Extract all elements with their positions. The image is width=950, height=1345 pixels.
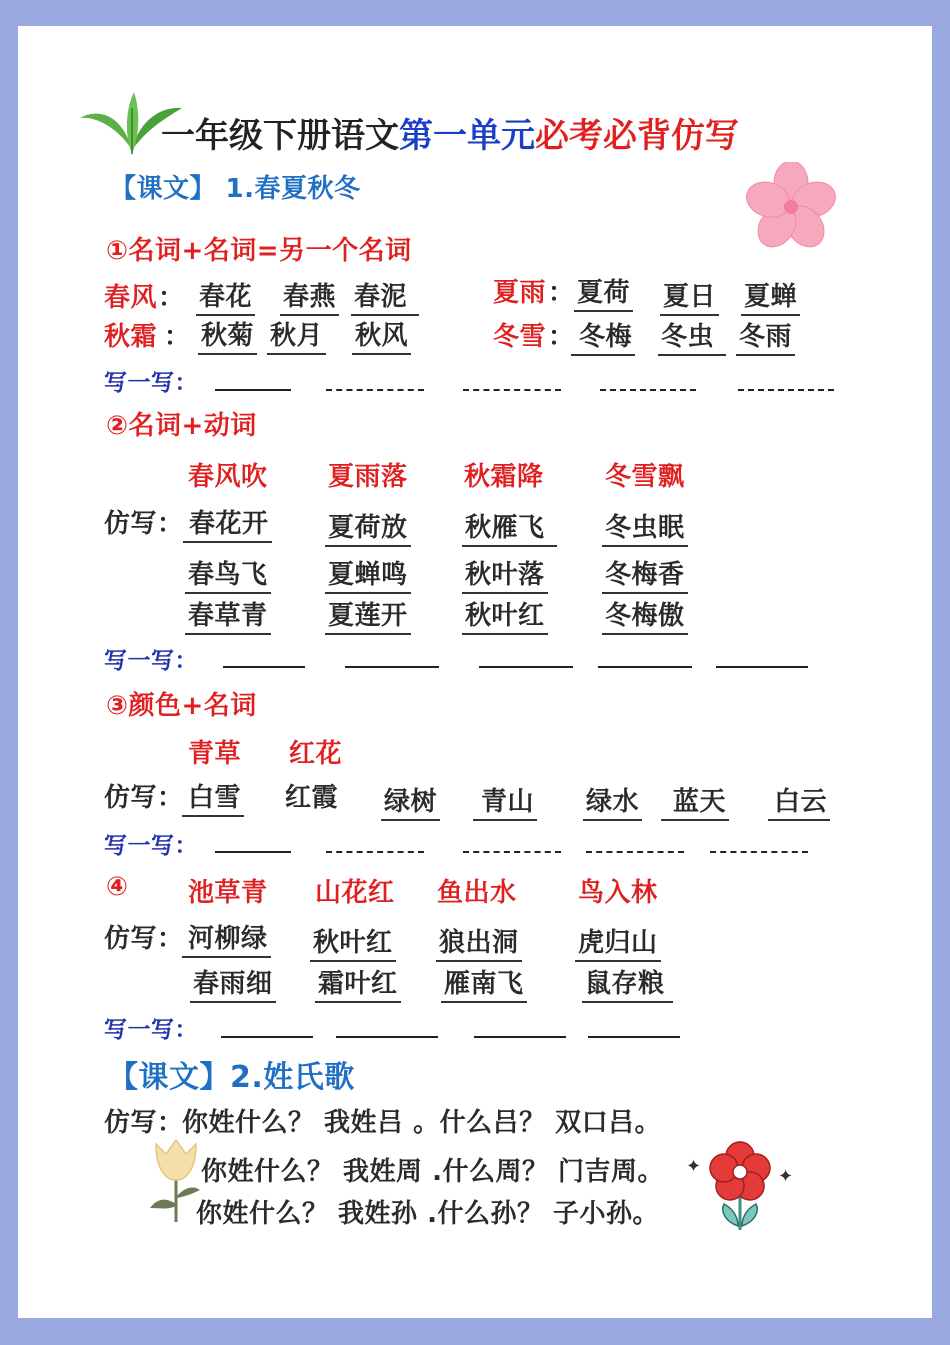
- title-part3: 必考必背仿写: [535, 116, 739, 156]
- sec3-word: 青山: [473, 781, 537, 821]
- sec1-label-chunfeng: 春风: [104, 283, 158, 313]
- write-blank[interactable]: [345, 666, 439, 668]
- sec1-word: 秋菊: [198, 315, 257, 355]
- page-title: [161, 108, 739, 157]
- sec2-word: 夏蝉鸣: [325, 554, 411, 594]
- write-blank[interactable]: [463, 389, 561, 391]
- write-blank[interactable]: [336, 1036, 438, 1038]
- sec4-word: 河柳绿: [182, 918, 271, 958]
- sec1-word: 夏蝉: [741, 276, 800, 316]
- write-blank[interactable]: [710, 851, 808, 853]
- lesson2-imitate-label: 仿写：: [104, 1108, 184, 1138]
- write-blank[interactable]: [588, 1036, 680, 1038]
- sec1-write-label: 写一写：: [104, 370, 198, 396]
- write-blank[interactable]: [221, 1036, 313, 1038]
- sec3-word: 红霞: [285, 783, 339, 813]
- red-flower-icon: [704, 1138, 776, 1234]
- sec2-word: 秋雁飞: [462, 507, 557, 547]
- sec2-word: 秋叶红: [462, 595, 548, 635]
- write-blank[interactable]: [326, 851, 424, 853]
- sec2-word: 春鸟飞: [185, 554, 271, 594]
- sec1-word: 冬虫: [658, 316, 726, 356]
- sec1-word: 冬雨: [736, 316, 795, 356]
- sec2-write-label: 写一写：: [104, 648, 198, 674]
- write-blank[interactable]: [716, 666, 808, 668]
- sec2-example: 冬雪飘: [605, 462, 685, 492]
- sec2-example: 秋霜降: [464, 462, 544, 492]
- sec4-word: 春雨细: [190, 963, 276, 1003]
- sec3-word: 白云: [768, 781, 830, 821]
- yellow-tulip-icon: [146, 1134, 206, 1224]
- sec3-word: 蓝天: [661, 781, 729, 821]
- sec1-label-qiushuang: 秋霜: [104, 322, 158, 352]
- sec2-word: 夏荷放: [325, 507, 411, 547]
- sec3-example: 红花: [289, 739, 343, 769]
- lesson2-line: 你姓什么？ 我姓吕 。什么吕？ 双口吕。: [182, 1108, 662, 1138]
- write-blank[interactable]: [215, 389, 291, 391]
- sec1-word: 夏日: [660, 276, 719, 316]
- sparkle-icon: ✦: [778, 1166, 794, 1187]
- sec3-title: ③颜色+名词: [106, 691, 257, 721]
- sec4-imitate-label: 仿写：: [104, 924, 184, 954]
- sec1-title: ①名词+名词=另一个名词: [106, 236, 412, 266]
- sec2-word: 冬虫眠: [602, 507, 688, 547]
- sec1-word: 冬梅: [571, 316, 635, 356]
- sec3-word: 白雪: [182, 777, 244, 817]
- sec4-write-label: 写一写：: [104, 1017, 198, 1043]
- sec3-imitate-label: 仿写：: [104, 783, 184, 813]
- write-blank[interactable]: [223, 666, 305, 668]
- sparkle-icon: ✦: [686, 1156, 702, 1177]
- sec3-example: 青草: [188, 739, 242, 769]
- sec1-colon: ：: [164, 322, 191, 352]
- write-blank[interactable]: [598, 666, 692, 668]
- sec2-example: 春风吹: [188, 462, 268, 492]
- title-part2: 第一单元: [399, 116, 535, 156]
- sec3-word: 绿水: [583, 781, 642, 821]
- sec1-word: 夏荷: [574, 272, 633, 312]
- sec2-word: 春草青: [185, 595, 271, 635]
- write-blank[interactable]: [463, 851, 561, 853]
- sec1-word: 秋风: [352, 315, 411, 355]
- sec2-word: 冬梅香: [602, 554, 688, 594]
- sec1-colon: ：: [158, 283, 185, 313]
- write-blank[interactable]: [326, 389, 424, 391]
- sec4-example: 鸟入林: [578, 878, 658, 908]
- write-blank[interactable]: [479, 666, 573, 668]
- sec1-word: 秋月: [267, 315, 326, 355]
- sec4-example: 鱼出水: [437, 878, 517, 908]
- sec4-word: 狼出洞: [436, 922, 522, 962]
- sec4-example: 池草青: [188, 878, 268, 908]
- sec1-colon: ：: [548, 322, 575, 352]
- sec1-label-dongxue: 冬雪: [493, 322, 547, 352]
- sec4-word: 鼠存粮: [582, 963, 673, 1003]
- sec1-word: 春花: [196, 276, 255, 316]
- sec2-title: ②名词+动词: [106, 411, 257, 441]
- sec2-word: 秋叶落: [462, 554, 548, 594]
- sec2-word: 夏莲开: [325, 595, 411, 635]
- lesson2-heading: 【课文】2.姓氏歌: [108, 1060, 355, 1095]
- title-part1: 一年级下册语文: [161, 116, 399, 156]
- sec1-word: 春泥: [351, 276, 419, 316]
- sec2-word: 冬梅傲: [602, 595, 688, 635]
- sec4-example: 山花红: [315, 878, 395, 908]
- lesson2-line: 你姓什么？ 我姓周 .什么周？ 门吉周。: [201, 1157, 665, 1187]
- sec2-imitate-label: 仿写：: [104, 509, 184, 539]
- sec1-label-xiayu: 夏雨: [493, 278, 547, 308]
- sec2-word: 春花开: [183, 503, 272, 543]
- write-blank[interactable]: [600, 389, 696, 391]
- sec4-word: 虎归山: [575, 922, 661, 962]
- sec2-example: 夏雨落: [328, 462, 408, 492]
- sec4-word: 雁南飞: [441, 963, 527, 1003]
- sec3-word: 绿树: [381, 781, 440, 821]
- write-blank[interactable]: [738, 389, 834, 391]
- sec4-word: 霜叶红: [315, 963, 401, 1003]
- pink-flower-icon: [744, 162, 838, 252]
- sec1-word: 春燕: [280, 276, 339, 316]
- write-blank[interactable]: [586, 851, 684, 853]
- sec1-colon: ：: [548, 278, 575, 308]
- sec4-word: 秋叶红: [310, 922, 396, 962]
- sec3-write-label: 写一写：: [104, 833, 198, 859]
- worksheet-page: [18, 26, 932, 1318]
- lesson2-line: 你姓什么？ 我姓孙 .什么孙？ 子小孙。: [196, 1199, 660, 1229]
- write-blank[interactable]: [215, 851, 291, 853]
- lesson1-heading: 【课文】 1.春夏秋冬: [110, 174, 361, 204]
- write-blank[interactable]: [474, 1036, 566, 1038]
- sec4-number: ④: [106, 872, 129, 902]
